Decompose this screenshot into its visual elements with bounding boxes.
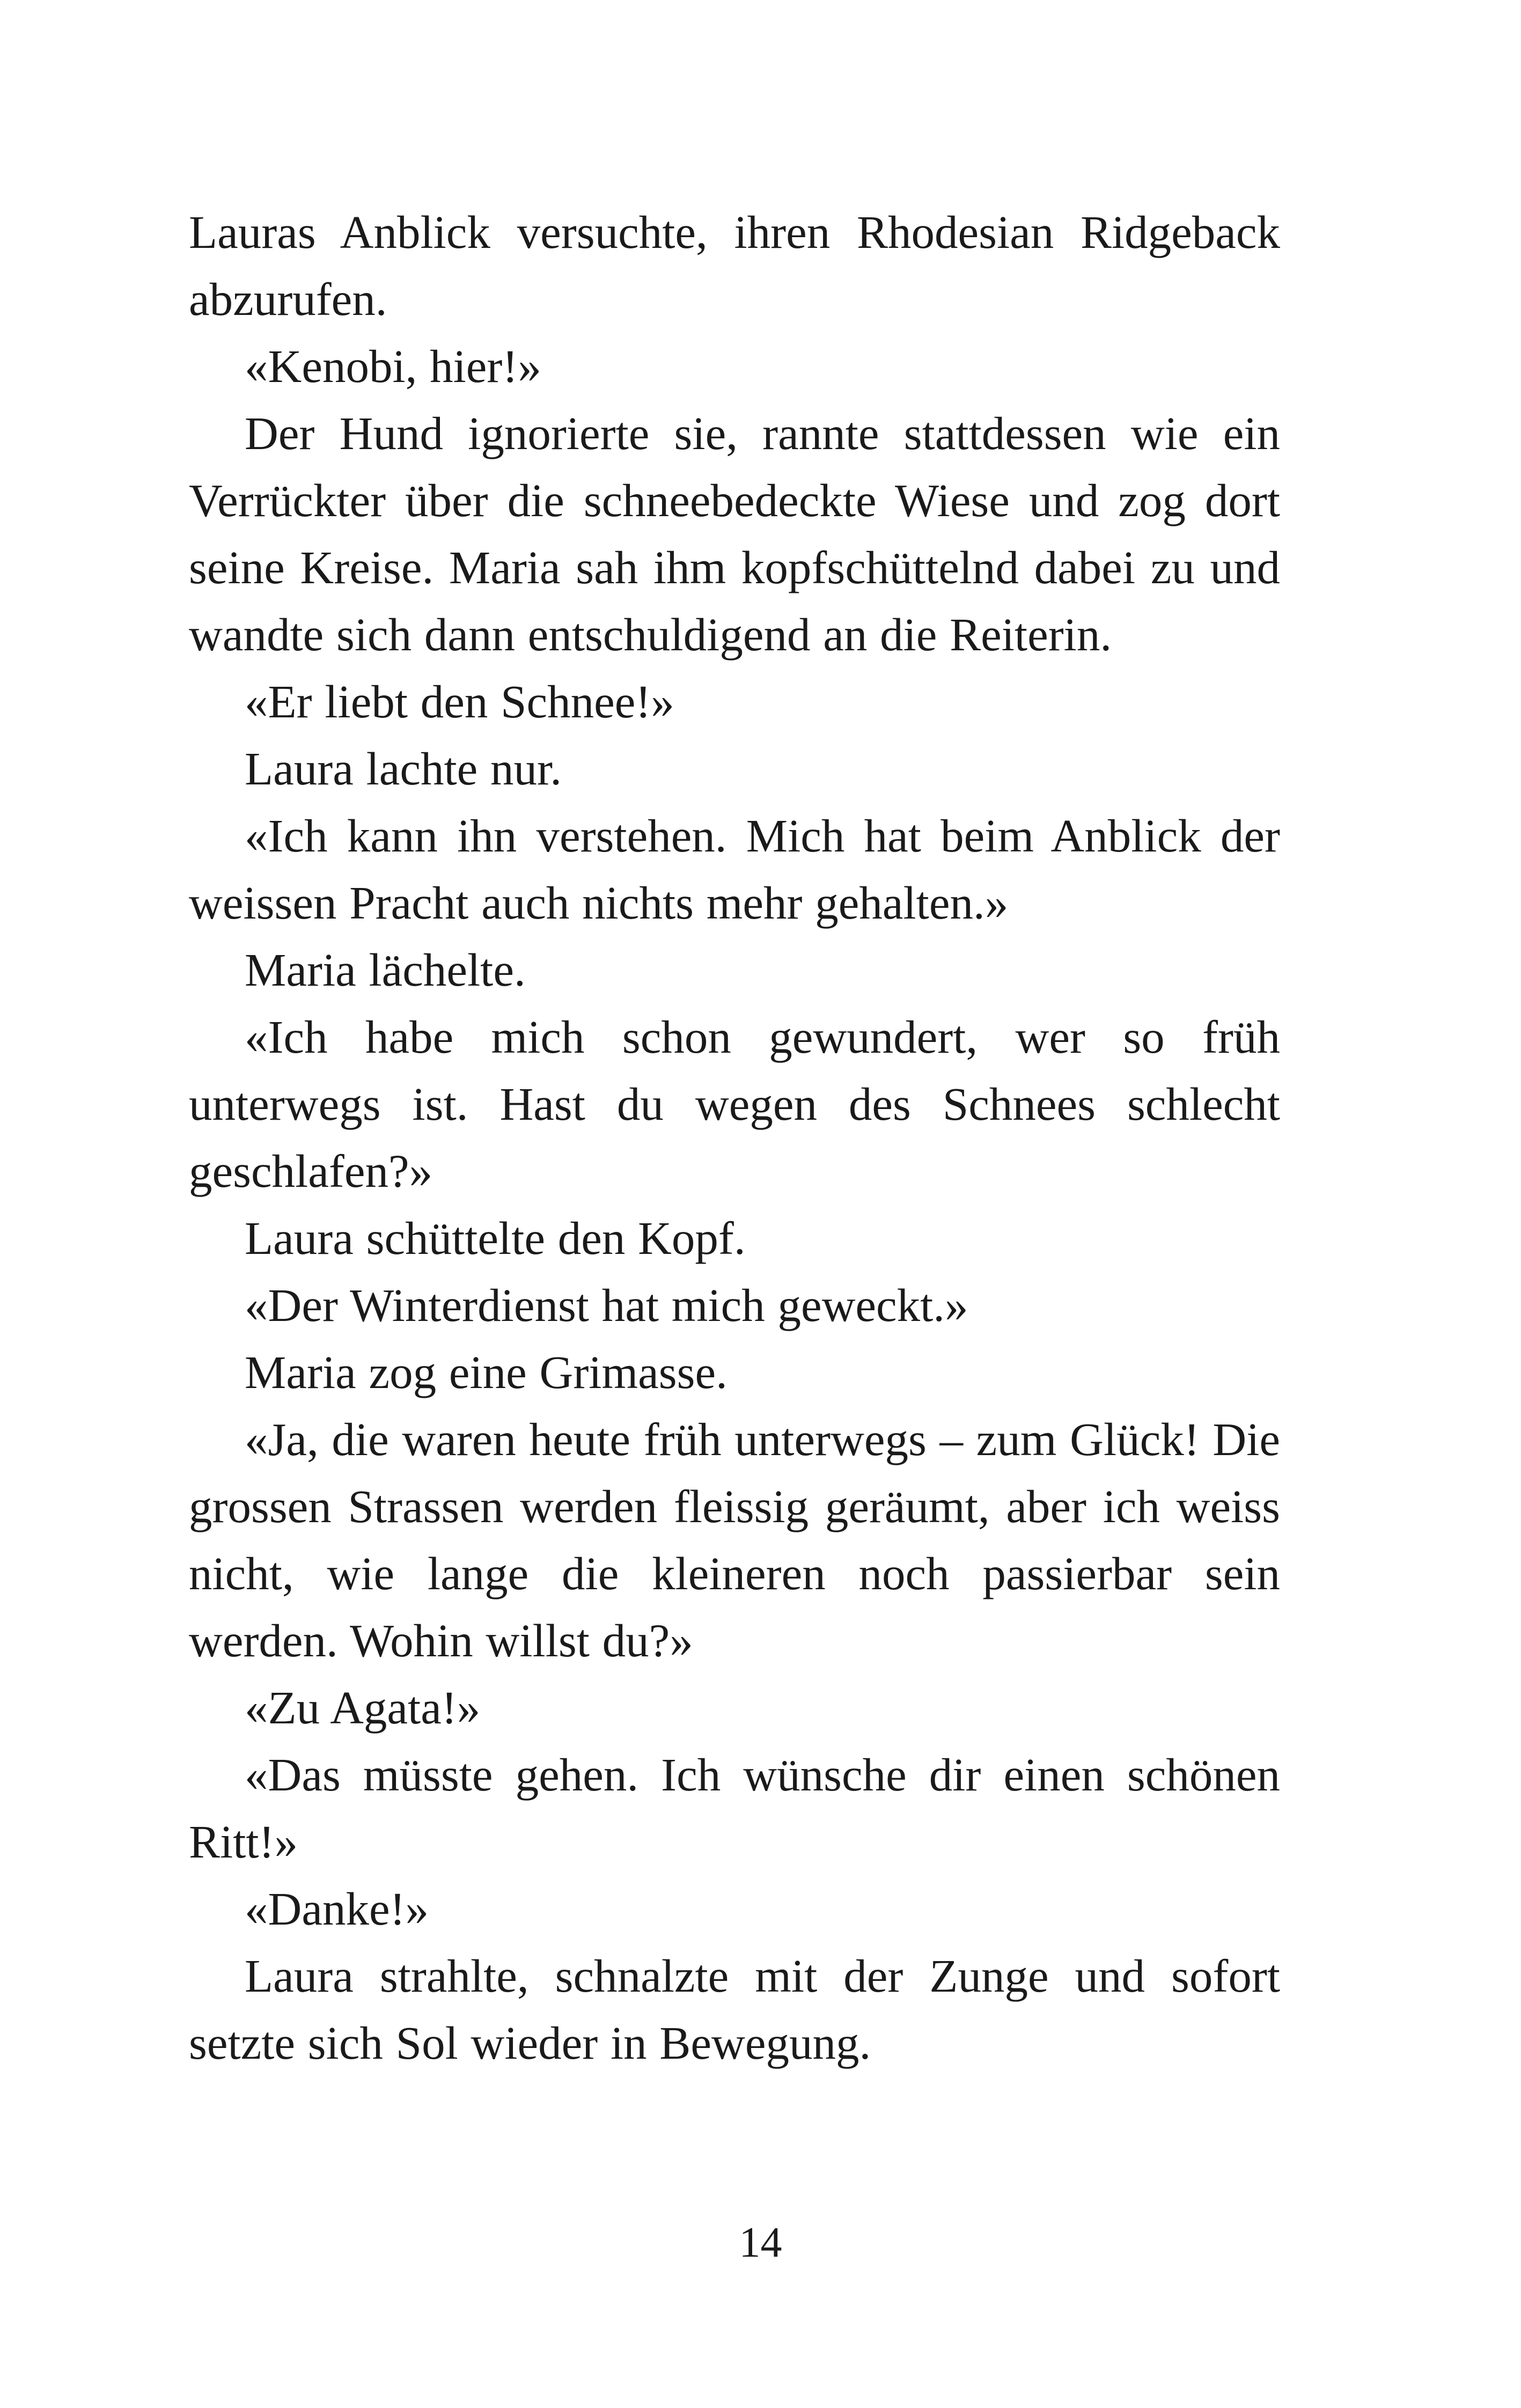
paragraph-dialogue: «Zu Agata!» xyxy=(245,1682,481,1734)
paragraph-dialogue: «Ich kann ihn verstehen. Mich hat beim Anblick der weissen Pracht auch nichts mehr gehalten.» xyxy=(189,810,1280,929)
page-number: 14 xyxy=(739,2219,782,2266)
paragraph-dialogue: «Der Winterdienst hat mich geweckt.» xyxy=(245,1279,968,1331)
paragraph: Der Hund ignorierte sie, rannte stattdessen wie ein Verrückter über die schneebedeckte Wiese und zog dort seine Kreise. Maria sah ihm kopfschüttelnd dabei zu und wandte sich dann entschuldigend an die Reiterin. xyxy=(189,407,1280,660)
paragraph-dialogue: «Ich habe mich schon gewundert, wer so früh unterwegs ist. Hast du wegen des Schnees schlecht geschlafen?» xyxy=(189,1011,1280,1197)
body-text xyxy=(189,199,1280,2076)
paragraph-dialogue: «Kenobi, hier!» xyxy=(245,340,541,392)
paragraph-dialogue: «Danke!» xyxy=(245,1883,429,1935)
paragraph: Maria lächelte. xyxy=(245,944,526,996)
paragraph-dialogue: «Er liebt den Schnee!» xyxy=(245,676,674,728)
paragraph-continued: Lauras Anblick versuchte, ihren Rhodesian Ridgeback abzurufen. xyxy=(189,206,1280,325)
paragraph-dialogue: «Ja, die waren heute früh unterwegs – zum Glück! Die grossen Strassen werden fleissig geräumt, aber ich weiss nicht, wie lange die kleineren noch passierbar sein werden. Wohin willst du?» xyxy=(189,1413,1280,1666)
paragraph-dialogue: «Das müsste gehen. Ich wünsche dir einen schönen Ritt!» xyxy=(189,1749,1280,1868)
paragraph: Maria zog eine Grimasse. xyxy=(245,1346,728,1398)
paragraph: Laura strahlte, schnalzte mit der Zunge und sofort setzte sich Sol wieder in Bewegung. xyxy=(189,1950,1280,2069)
paragraph: Laura lachte nur. xyxy=(245,743,562,795)
paragraph: Laura schüttelte den Kopf. xyxy=(245,1212,746,1264)
